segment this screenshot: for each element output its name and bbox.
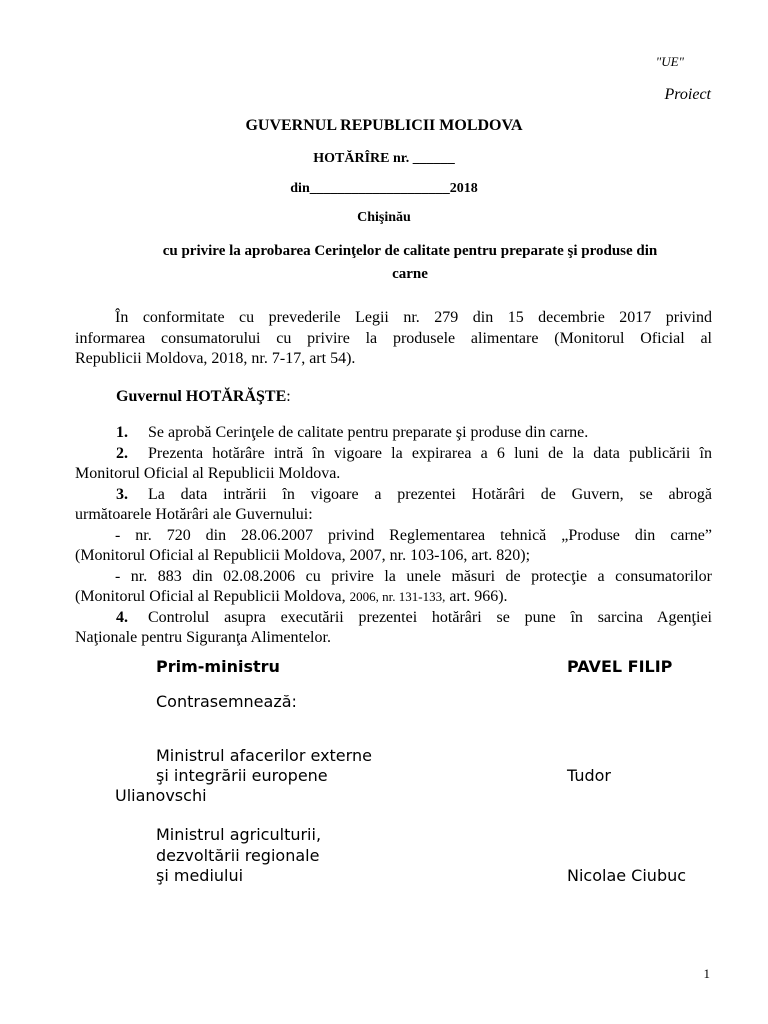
item-3b-text-a: (Monitorul Oficial al Republicii Moldova, — [75, 588, 350, 605]
decision-subject — [100, 240, 720, 286]
minister-1-first-name: Tudor — [567, 766, 612, 785]
government-decides-heading — [116, 388, 291, 406]
item-2-line-2: Monitorul Oficial al Republicii Moldova. — [75, 465, 341, 482]
preamble-line-1: În conformitate cu prevederile Legii nr. 279 din 15 decembrie 2017 privind — [115, 309, 712, 326]
item-3b-text-c: art. 966) — [445, 588, 504, 605]
minister-1-title-line-1: Ministrul afacerilor externe — [156, 746, 372, 765]
item-3a-line-1: - nr. 720 din 28.06.2007 privind Reglementarea tehnică „Produse din carne” — [115, 526, 712, 544]
decision-items — [75, 423, 712, 649]
minister-2-title-line-2: dezvoltării regionale — [156, 846, 320, 865]
page-number: 1 — [703, 966, 710, 981]
item-3-number: 3. — [116, 485, 128, 503]
item-4-number: 4. — [116, 608, 128, 626]
item-1-number: 1. — [116, 424, 128, 441]
institution-title: GUVERNUL REPUBLICII MOLDOVA — [245, 117, 523, 134]
item-3b-line-1: - nr. 883 din 02.08.2006 cu privire la unele măsuri de protecţie a consumatorilor — [115, 567, 712, 585]
minister-2-title-line-3: şi mediului — [156, 866, 244, 885]
item-1 — [75, 423, 712, 444]
prime-minister-title: Prim-ministru — [156, 657, 280, 676]
item-3-text-1: La data intrării în vigoare a prezentei Hotărâri de Guvern, se abrogă — [148, 485, 712, 503]
item-4-line-2: Naţionale pentru Siguranţa Alimentelor. — [75, 629, 331, 646]
subject-line-1: cu privire la aprobarea Cerinţelor de calitate pentru preparate şi produse din — [162, 243, 658, 259]
countersign-label: Contrasemnează: — [156, 692, 297, 711]
item-3b-line-2 — [75, 587, 712, 608]
prime-minister-name: PAVEL FILIP — [567, 657, 673, 676]
item-3a-line-2: (Monitorul Oficial al Republicii Moldova, 2007, nr. 103-106, art. 820); — [75, 547, 531, 564]
minister-1-last-name: Ulianovschi — [115, 786, 207, 805]
subject-line-2: carne — [392, 266, 428, 282]
item-3b-text-b: 2006, nr. 131-133, — [349, 589, 446, 604]
document-tag: "UE" — [655, 54, 684, 69]
item-3b-text-d: . — [503, 588, 508, 605]
draft-label: Proiect — [664, 86, 711, 103]
item-4-line-1 — [75, 608, 712, 629]
decision-date-line: din____________________2018 — [290, 181, 478, 196]
minister-1-title-line-2: şi integrării europene — [156, 766, 328, 785]
decides-label: Guvernul HOTĂRĂŞTE — [116, 388, 287, 405]
preamble-paragraph — [75, 308, 712, 370]
preamble-line-3: Republicii Moldova, 2018, nr. 7-17, art 54). — [75, 350, 356, 367]
city-label: Chişinău — [357, 210, 411, 225]
item-2-number: 2. — [116, 444, 128, 462]
minister-2-name: Nicolae Ciubuc — [567, 866, 687, 885]
decision-number-line: HOTĂRÎRE nr. ______ — [313, 151, 455, 166]
item-2-text-1: Prezenta hotărâre intră în vigoare la expirarea a 6 luni de la data publicării în — [148, 444, 712, 462]
preamble-line-2: informarea consumatorului cu privire la produsele alimentare (Monitorul Oficial al — [75, 329, 712, 347]
item-1-text: Se aprobă Cerinţele de calitate pentru preparate şi produse din carne. — [148, 424, 589, 441]
decides-colon: : — [286, 388, 291, 405]
item-3-line-2: următoarele Hotărâri ale Guvernului: — [75, 506, 313, 523]
item-2-line-1 — [75, 444, 712, 465]
minister-2-title-line-1: Ministrul agriculturii, — [156, 825, 322, 844]
item-3-line-1 — [75, 485, 712, 506]
item-4-text-1: Controlul asupra executării prezentei hotărâri se pune în sarcina Agenţiei — [148, 608, 712, 626]
